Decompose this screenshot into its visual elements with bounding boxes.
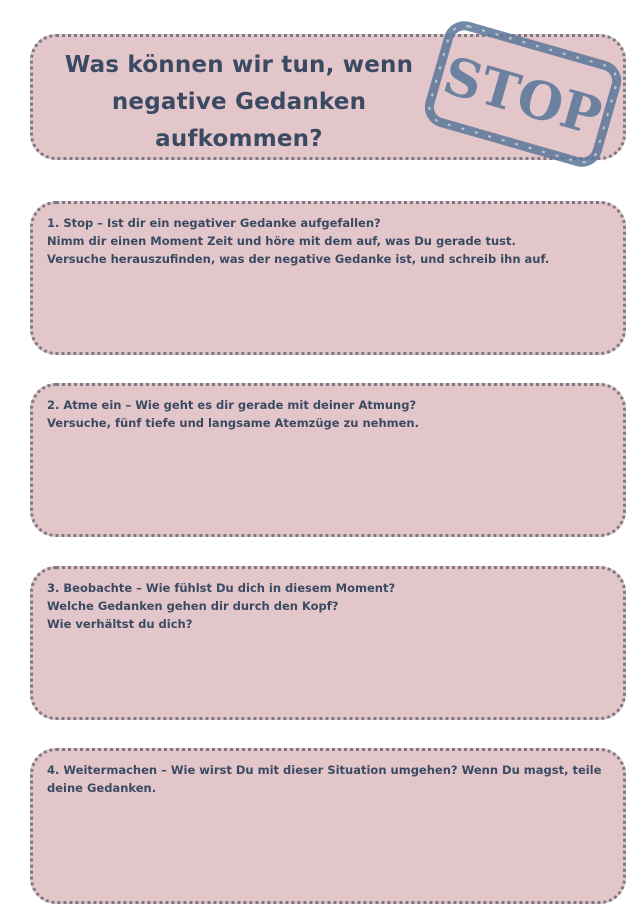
step-line: 1. Stop – Ist dir ein negativer Gedanke aufgefallen?	[47, 216, 381, 230]
step-line: Versuche, fünf tiefe und langsame Atemzüge zu nehmen.	[47, 416, 419, 430]
title-line: Was können wir tun, wenn	[64, 52, 414, 78]
step-text	[47, 396, 605, 432]
step-line: Wie verhältst du dich?	[47, 617, 193, 631]
step-text	[47, 579, 605, 633]
step-line: 4. Weitermachen – Wie wirst Du mit dieser Situation umgehen? Wenn Du magst, teile	[47, 763, 602, 777]
step-card-atme-ein	[30, 383, 626, 537]
step-text	[47, 214, 605, 268]
stamp-text: STOP	[436, 44, 608, 148]
title-line: negative Gedanken	[111, 89, 367, 115]
step-line: Versuche herauszufinden, was der negative Gedanke ist, und schreib ihn auf.	[47, 252, 550, 266]
step-line: Nimm dir einen Moment Zeit und höre mit dem auf, was Du gerade tust.	[47, 234, 516, 248]
step-line: 3. Beobachte – Wie fühlst Du dich in diesem Moment?	[47, 581, 396, 595]
step-line: 2. Atme ein – Wie geht es dir gerade mit deiner Atmung?	[47, 398, 417, 412]
step-card-weitermachen	[30, 748, 626, 904]
step-card-beobachte	[30, 566, 626, 720]
step-card-stop	[30, 201, 626, 355]
step-text	[47, 761, 605, 797]
stop-stamp-icon	[418, 14, 628, 174]
step-line: Welche Gedanken gehen dir durch den Kopf?	[47, 599, 339, 613]
page-title	[49, 47, 429, 158]
title-line: aufkommen?	[155, 126, 323, 152]
step-line: deine Gedanken.	[47, 781, 157, 795]
